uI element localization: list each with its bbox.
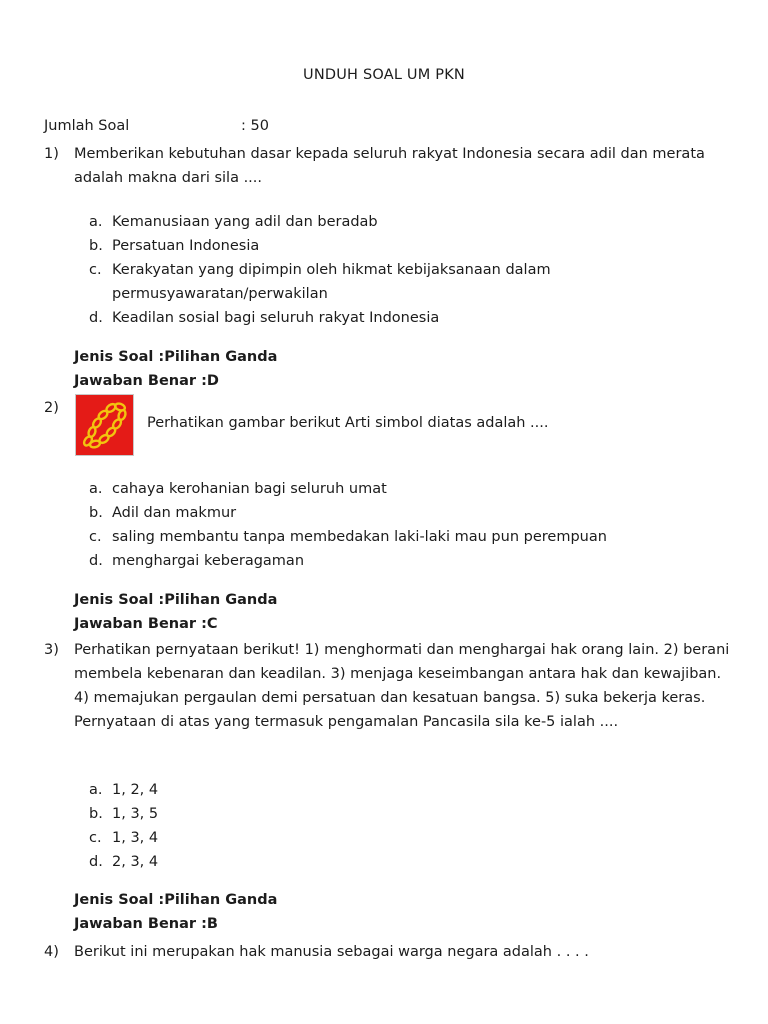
correct-answer: [74, 612, 277, 636]
answer-prefix: Jawaban Benar :: [74, 616, 207, 632]
option-text: Kemanusiaan yang adil dan beradab: [112, 214, 378, 230]
answer-prefix: Jawaban Benar :: [74, 373, 207, 389]
answer-letter: C: [206, 616, 218, 632]
question-type: Jenis Soal :Pilihan Ganda: [74, 892, 278, 908]
answer-letter: D: [206, 373, 219, 389]
question-3-info: [74, 888, 277, 936]
question-1-info: [74, 345, 277, 393]
question-2-options: [89, 477, 729, 573]
option-c: [89, 826, 729, 850]
option-letter: b.: [89, 505, 103, 521]
option-text: 1, 2, 4: [112, 782, 159, 798]
question-text: Berikut ini merupakan hak manusia sebagai warga negara adalah . . . .: [74, 944, 589, 960]
answer-letter: B: [206, 916, 218, 932]
question-text: Perhatikan pernyataan berikut! 1) menghormati dan menghargai hak orang lain. 2) berani membela kebenaran dan keadilan. 3) menjaga keseimbangan antara hak dan kewajiban. 4) memajukan pergaulan demi persatuan dan kesatuan bangsa. 5) suka bekerja keras. Pernyataan di atas yang termasuk pengamalan Pancasila sila ke-5 ialah ....: [74, 642, 730, 730]
option-text: Adil dan makmur: [112, 505, 237, 521]
answer-prefix: Jawaban Benar :: [74, 916, 207, 932]
option-b: [89, 501, 729, 525]
option-d: [89, 850, 729, 874]
option-letter: d.: [89, 553, 103, 569]
option-text: Keadilan sosial bagi seluruh rakyat Indonesia: [112, 310, 440, 326]
option-text: saling membantu tanpa membedakan laki-laki mau pun perempuan: [112, 529, 607, 545]
correct-answer: [74, 369, 277, 393]
question-count-row: [44, 116, 269, 136]
question-number: 2): [44, 400, 59, 416]
option-c: [89, 525, 729, 549]
chain-symbol-graphic: [75, 394, 134, 456]
option-letter: a.: [89, 782, 103, 798]
question-1: [44, 142, 734, 190]
document-title: UNDUH SOAL UM PKN: [303, 67, 465, 83]
option-text: menghargai keberagaman: [112, 553, 305, 569]
option-text: cahaya kerohanian bagi seluruh umat: [112, 481, 387, 497]
option-letter: c.: [89, 262, 102, 278]
option-text: Persatuan Indonesia: [112, 238, 260, 254]
option-letter: d.: [89, 854, 103, 870]
option-letter: a.: [89, 214, 103, 230]
question-4: [44, 940, 734, 964]
option-letter: a.: [89, 481, 103, 497]
question-3-options: [89, 778, 729, 874]
option-d: [89, 306, 729, 330]
option-letter: c.: [89, 830, 102, 846]
question-number: 4): [44, 944, 59, 960]
question-type: Jenis Soal :Pilihan Ganda: [74, 592, 278, 608]
question-number: 3): [44, 642, 59, 658]
option-d: [89, 549, 729, 573]
question-3: [44, 638, 734, 734]
option-a: [89, 477, 729, 501]
question-text: Perhatikan gambar berikut Arti simbol diatas adalah ....: [147, 415, 549, 431]
question-type: Jenis Soal :Pilihan Ganda: [74, 349, 278, 365]
correct-answer: [74, 912, 277, 936]
option-letter: b.: [89, 806, 103, 822]
option-letter: b.: [89, 238, 103, 254]
option-text: Kerakyatan yang dipimpin oleh hikmat kebijaksanaan dalam permusyawaratan/perwakilan: [112, 262, 551, 302]
chain-symbol-icon: [75, 394, 134, 456]
question-2-info: [74, 588, 277, 636]
option-c: [89, 258, 729, 306]
option-b: [89, 802, 729, 826]
question-count-label: Jumlah Soal: [44, 118, 130, 134]
option-a: [89, 778, 729, 802]
option-text: 1, 3, 4: [112, 830, 159, 846]
option-letter: c.: [89, 529, 102, 545]
option-text: 2, 3, 4: [112, 854, 159, 870]
option-letter: d.: [89, 310, 103, 326]
question-number: 1): [44, 146, 59, 162]
option-a: [89, 210, 729, 234]
question-text: Memberikan kebutuhan dasar kepada seluruh rakyat Indonesia secara adil dan merata adalah makna dari sila ....: [74, 146, 705, 186]
question-1-options: [89, 210, 729, 330]
option-b: [89, 234, 729, 258]
option-text: 1, 3, 5: [112, 806, 159, 822]
question-count-value: : 50: [241, 118, 269, 134]
